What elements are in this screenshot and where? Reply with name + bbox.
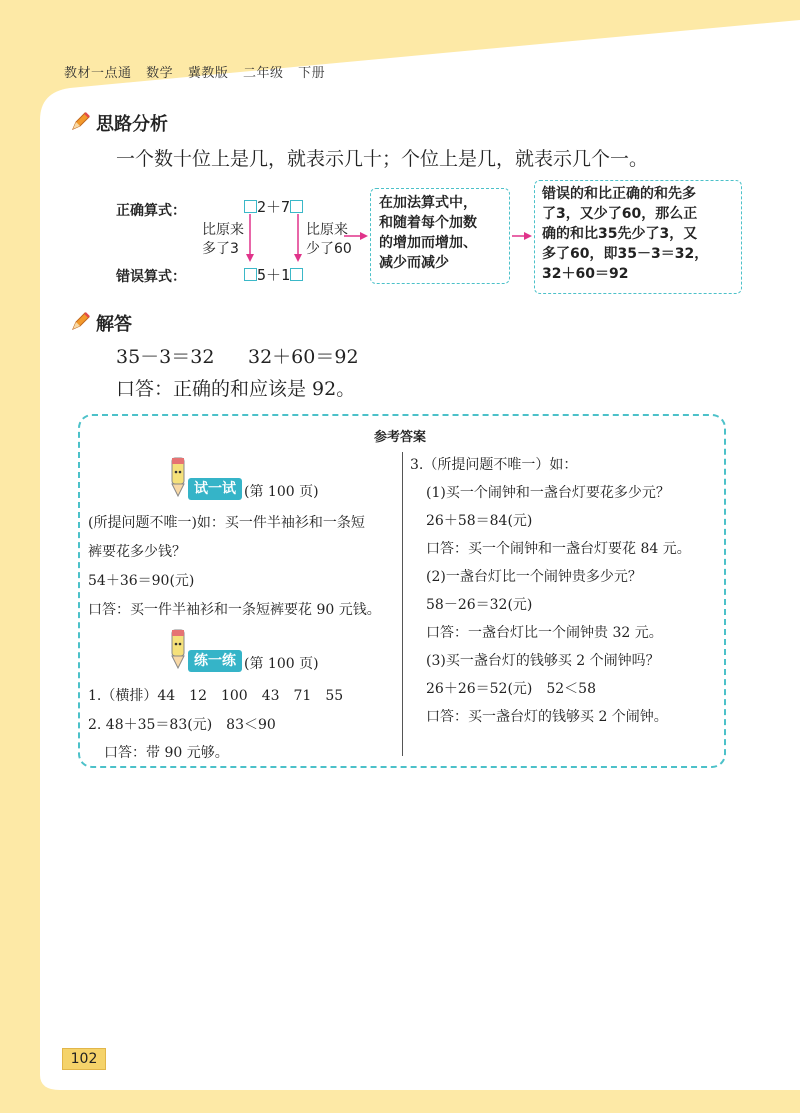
blank-box-icon bbox=[244, 268, 257, 281]
column-divider bbox=[402, 452, 403, 756]
right-line: (3)买一盏台灯的钱够买 2 个闹钟吗？ bbox=[426, 653, 660, 669]
solution-calc-1: 35－3＝32 bbox=[116, 346, 215, 368]
reference-title: 参考答案 bbox=[373, 430, 426, 445]
practice-line: 2. 48＋35＝83(元) 83＜90 bbox=[88, 717, 276, 733]
wrong-expression: 5＋1 bbox=[244, 264, 303, 285]
try-badge: 试一试 bbox=[188, 478, 242, 500]
analysis-intro: 一个数十位上是几，就表示几十；个位上是几，就表示几个一。 bbox=[116, 148, 649, 170]
right-line: 58－26＝32(元) bbox=[426, 597, 533, 613]
try-line: 口答：买一件半袖衫和一条短裤要花 90 元钱。 bbox=[88, 602, 381, 618]
analysis-title: 思路分析 bbox=[96, 110, 168, 136]
header-subject: 数学 bbox=[146, 66, 174, 81]
try-line: (所提问题不唯一)如：买一件半袖衫和一条短 bbox=[88, 515, 365, 531]
solution-title: 解答 bbox=[96, 310, 132, 336]
arrow-right-icon bbox=[342, 230, 370, 242]
pencil-mascot-icon bbox=[166, 456, 190, 498]
try-page: (第 100 页) bbox=[244, 484, 319, 500]
practice-line: 口答：带 90 元够。 bbox=[104, 745, 229, 761]
rule-box: 在加法算式中， 和随着每个加数 的增加而增加、 减少而减少 bbox=[370, 188, 510, 284]
correct-expression: 2＋7 bbox=[244, 196, 303, 217]
practice-badge: 练一练 bbox=[188, 650, 242, 672]
right-line: 26＋26＝52(元) 52＜58 bbox=[426, 681, 596, 697]
pencil-icon bbox=[70, 110, 92, 132]
note-less-60: 比原来 少了60 bbox=[306, 222, 352, 257]
note-more-3: 比原来 多了3 bbox=[202, 222, 244, 257]
try-line: 54＋36＝90(元) bbox=[88, 573, 195, 589]
right-line: 口答：一盏台灯比一个闹钟贵 32 元。 bbox=[426, 625, 663, 641]
right-line: 26＋58＝84(元) bbox=[426, 513, 533, 529]
right-line: (1)买一个闹钟和一盏台灯要花多少元？ bbox=[426, 485, 670, 501]
correct-label: 正确算式： bbox=[116, 203, 186, 219]
page-number: 102 bbox=[62, 1048, 106, 1070]
wrong-label: 错误算式： bbox=[116, 269, 186, 285]
right-line: 3.（所提问题不唯一）如： bbox=[410, 457, 578, 473]
solution-calc-2: 32＋60＝92 bbox=[248, 346, 359, 368]
running-header bbox=[64, 62, 335, 81]
practice-page: (第 100 页) bbox=[244, 656, 319, 672]
right-line: 口答：买一个闹钟和一盏台灯要花 84 元。 bbox=[426, 541, 691, 557]
try-line: 裤要花多少钱？ bbox=[88, 544, 186, 560]
reasoning-box: 错误的和比正确的和先多 了3，又少了60，那么正 确的和比35先少了3，又 多了60，即35－3＝32， 32＋60＝92 bbox=[534, 180, 742, 294]
arrow-right-icon bbox=[510, 230, 534, 242]
header-edition: 冀教版 bbox=[187, 66, 229, 81]
pencil-icon bbox=[70, 310, 92, 332]
right-line: (2)一盏台灯比一个闹钟贵多少元？ bbox=[426, 569, 642, 585]
header-grade: 二年级 bbox=[242, 66, 284, 81]
header-book: 教材一点通 bbox=[64, 66, 132, 81]
solution-answer: 口答：正确的和应该是 92。 bbox=[116, 378, 356, 400]
blank-box-icon bbox=[290, 268, 303, 281]
right-line: 口答：买一盏台灯的钱够买 2 个闹钟。 bbox=[426, 709, 668, 725]
pencil-mascot-icon bbox=[166, 628, 190, 670]
header-volume: 下册 bbox=[298, 66, 326, 81]
practice-line: 1.（横排）44 12 100 43 71 55 bbox=[88, 688, 344, 704]
